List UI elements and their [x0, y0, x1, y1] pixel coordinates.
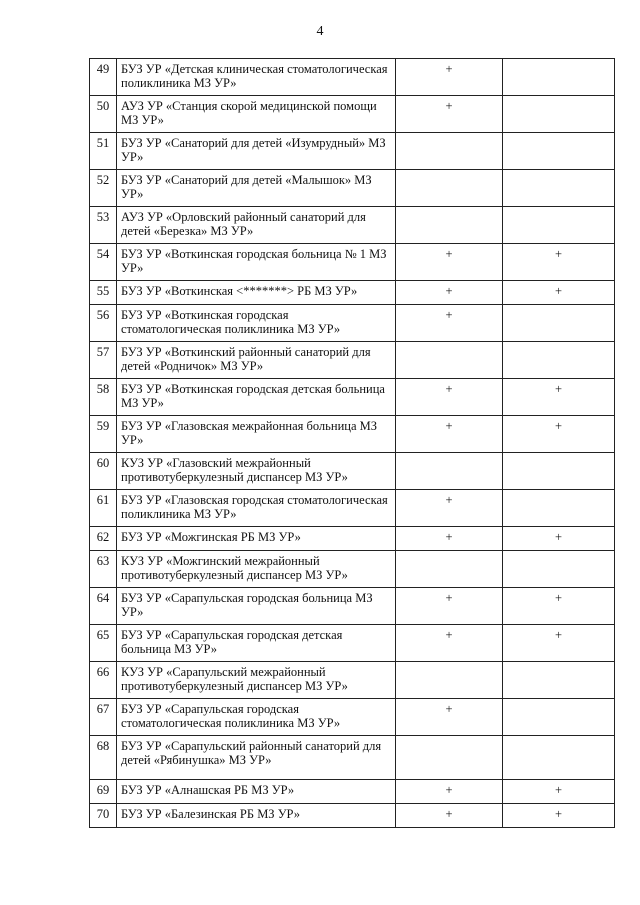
mark-col-1: +: [396, 379, 503, 416]
mark-col-2: +: [503, 416, 615, 453]
page-number: 4: [316, 24, 324, 39]
institution-name: БУЗ УР «Воткинский районный санаторий для детей «Родничок» МЗ УР»: [117, 342, 396, 379]
institution-name: БУЗ УР «Сарапульская городская стоматологическая поликлиника МЗ УР»: [117, 699, 396, 736]
mark-col-2: [503, 342, 615, 379]
row-number: 54: [90, 244, 117, 281]
row-number: 64: [90, 588, 117, 625]
mark-col-2: [503, 551, 615, 588]
institution-name: КУЗ УР «Можгинский межрайонный противотуберкулезный диспансер МЗ УР»: [117, 551, 396, 588]
institution-name: БУЗ УР «Воткинская <*******> РБ МЗ УР»: [117, 281, 396, 305]
institution-name: БУЗ УР «Воткинская городская детская больница МЗ УР»: [117, 379, 396, 416]
mark-col-2: +: [503, 780, 615, 804]
row-number: 62: [90, 527, 117, 551]
table-row: [90, 804, 615, 828]
mark-col-1: [396, 133, 503, 170]
mark-col-2: +: [503, 281, 615, 305]
mark-col-1: +: [396, 416, 503, 453]
mark-col-1: [396, 453, 503, 490]
row-number: 51: [90, 133, 117, 170]
row-number: 68: [90, 736, 117, 780]
mark-col-2: [503, 59, 615, 96]
table-row: [90, 699, 615, 736]
table-row: [90, 170, 615, 207]
row-number: 66: [90, 662, 117, 699]
table-row: [90, 305, 615, 342]
institution-name: БУЗ УР «Сарапульский районный санаторий для детей «Рябинушка» МЗ УР»: [117, 736, 396, 780]
mark-col-1: [396, 551, 503, 588]
institution-name: БУЗ УР «Алнашская РБ МЗ УР»: [117, 780, 396, 804]
mark-col-2: +: [503, 379, 615, 416]
mark-col-1: +: [396, 305, 503, 342]
row-number: 50: [90, 96, 117, 133]
mark-col-1: [396, 736, 503, 780]
mark-col-2: +: [503, 804, 615, 828]
mark-col-1: [396, 170, 503, 207]
institution-name: БУЗ УР «Детская клиническая стоматологическая поликлиника МЗ УР»: [117, 59, 396, 96]
institution-name: АУЗ УР «Станция скорой медицинской помощи МЗ УР»: [117, 96, 396, 133]
institution-name: БУЗ УР «Санаторий для детей «Малышок» МЗ УР»: [117, 170, 396, 207]
mark-col-1: [396, 207, 503, 244]
institution-name: КУЗ УР «Глазовский межрайонный противотуберкулезный диспансер МЗ УР»: [117, 453, 396, 490]
table-row: [90, 662, 615, 699]
row-number: 56: [90, 305, 117, 342]
institution-name: АУЗ УР «Орловский районный санаторий для детей «Березка» МЗ УР»: [117, 207, 396, 244]
institution-name: КУЗ УР «Сарапульский межрайонный противотуберкулезный диспансер МЗ УР»: [117, 662, 396, 699]
institution-name: БУЗ УР «Санаторий для детей «Изумрудный» МЗ УР»: [117, 133, 396, 170]
institution-name: БУЗ УР «Глазовская межрайонная больница МЗ УР»: [117, 416, 396, 453]
table-row: [90, 96, 615, 133]
row-number: 53: [90, 207, 117, 244]
mark-col-2: [503, 133, 615, 170]
table-row: [90, 453, 615, 490]
institution-name: БУЗ УР «Воткинская городская стоматологическая поликлиника МЗ УР»: [117, 305, 396, 342]
mark-col-1: +: [396, 625, 503, 662]
table-row: [90, 342, 615, 379]
mark-col-2: [503, 170, 615, 207]
institution-name: БУЗ УР «Глазовская городская стоматологическая поликлиника МЗ УР»: [117, 490, 396, 527]
mark-col-2: +: [503, 527, 615, 551]
institution-name: БУЗ УР «Сарапульская городская детская больница МЗ УР»: [117, 625, 396, 662]
mark-col-1: +: [396, 588, 503, 625]
mark-col-2: [503, 736, 615, 780]
mark-col-1: [396, 342, 503, 379]
mark-col-2: +: [503, 625, 615, 662]
row-number: 67: [90, 699, 117, 736]
table-row: [90, 736, 615, 780]
table-row: [90, 281, 615, 305]
mark-col-1: +: [396, 527, 503, 551]
row-number: 60: [90, 453, 117, 490]
mark-col-2: [503, 96, 615, 133]
table-row: [90, 59, 615, 96]
institution-name: БУЗ УР «Сарапульская городская больница МЗ УР»: [117, 588, 396, 625]
mark-col-1: +: [396, 780, 503, 804]
mark-col-2: [503, 207, 615, 244]
mark-col-2: [503, 490, 615, 527]
mark-col-1: [396, 662, 503, 699]
table-row: [90, 133, 615, 170]
mark-col-1: +: [396, 59, 503, 96]
mark-col-2: [503, 662, 615, 699]
mark-col-2: [503, 305, 615, 342]
table-row: [90, 527, 615, 551]
mark-col-1: +: [396, 96, 503, 133]
row-number: 57: [90, 342, 117, 379]
mark-col-1: +: [396, 699, 503, 736]
row-number: 55: [90, 281, 117, 305]
row-number: 61: [90, 490, 117, 527]
row-number: 49: [90, 59, 117, 96]
mark-col-2: +: [503, 244, 615, 281]
institution-name: БУЗ УР «Можгинская РБ МЗ УР»: [117, 527, 396, 551]
table-row: [90, 625, 615, 662]
row-number: 52: [90, 170, 117, 207]
institutions-table: [89, 58, 615, 828]
mark-col-1: +: [396, 244, 503, 281]
row-number: 65: [90, 625, 117, 662]
table-body: [90, 59, 615, 828]
table-row: [90, 244, 615, 281]
table-row: [90, 551, 615, 588]
table-row: [90, 588, 615, 625]
row-number: 58: [90, 379, 117, 416]
table-row: [90, 780, 615, 804]
institution-name: БУЗ УР «Воткинская городская больница № 1 МЗ УР»: [117, 244, 396, 281]
table-row: [90, 379, 615, 416]
row-number: 63: [90, 551, 117, 588]
mark-col-2: +: [503, 588, 615, 625]
table-row: [90, 490, 615, 527]
table-row: [90, 207, 615, 244]
mark-col-2: [503, 453, 615, 490]
mark-col-1: +: [396, 490, 503, 527]
row-number: 70: [90, 804, 117, 828]
mark-col-2: [503, 699, 615, 736]
mark-col-1: +: [396, 281, 503, 305]
row-number: 69: [90, 780, 117, 804]
mark-col-1: +: [396, 804, 503, 828]
institution-name: БУЗ УР «Балезинская РБ МЗ УР»: [117, 804, 396, 828]
table-row: [90, 416, 615, 453]
row-number: 59: [90, 416, 117, 453]
